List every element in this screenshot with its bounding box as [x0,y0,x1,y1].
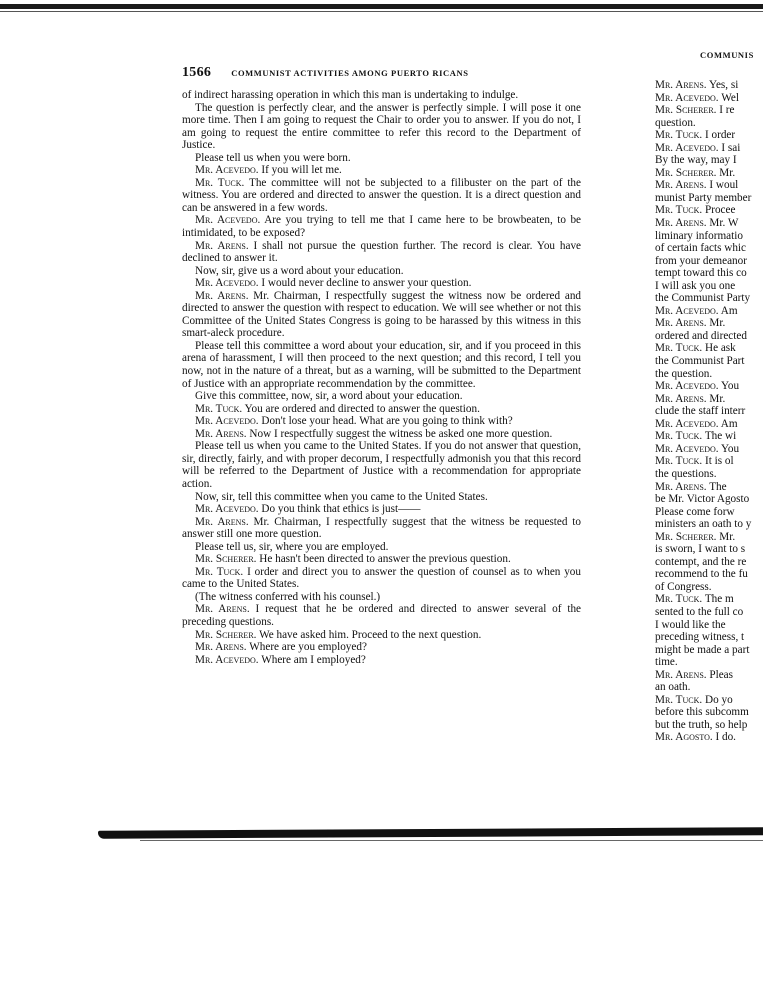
paragraph-text: Please tell us when you were born. [195,151,351,164]
paragraph [655,117,763,130]
paragraph [655,694,763,707]
speaker-name: Mr. Tuck. [655,593,703,606]
paragraph [655,493,763,506]
top-scan-edge-thin [0,11,763,12]
paragraph-text: ordered and directed [655,329,747,342]
paragraph-text: be Mr. Victor Agosto [655,493,750,506]
paragraph [655,292,763,305]
speaker-name: Mr. Acevedo. [195,503,259,516]
paragraph [655,317,763,330]
paragraph [655,669,763,682]
speaker-name: Mr. Arens. [655,79,707,91]
paragraph-text: The question is perfectly clear, and the answer is perfectly simple. I will pose it one more time. Then I am going to request the Chair to order you to answer. If you do not, I am going to request the entire committee to refer this record to the Department of Justice. [182,101,581,152]
speaker-name: Mr. Agosto. [655,731,713,744]
paragraph [182,491,581,504]
paragraph [655,619,763,632]
paragraph [655,719,763,732]
paragraph [182,503,581,516]
paragraph-text: Mr. [719,530,736,543]
running-head: COMMUNIST ACTIVITIES AMONG PUERTO RICANS [231,68,469,78]
paragraph-text: Please tell this committee a word about your education, sir, and if you proceed in this arena of harassment, I will then proceed to the next question; and this record, I tell you now, not in the nature of a threat, but as a warning, will be submitted to the Department of Justice with an appropriate recommendation by the committee. [182,339,581,390]
paragraph [655,443,763,456]
paragraph-text: time. [655,656,678,669]
paragraph-text: I would never decline to answer your question. [261,277,472,290]
paragraph-text: We have asked him. Proceed to the next question. [259,628,482,641]
paragraph [182,440,581,490]
speaker-name: Mr. Arens. [655,317,707,330]
paragraph-text: By the way, may I [655,154,737,167]
paragraph-text: Are you trying to tell me that I came here to be browbeaten, to be intimidated, to be exposed? [182,214,582,240]
paragraph [655,142,763,155]
paragraph-text: I re [719,104,735,117]
paragraph [182,214,581,239]
speaker-name: Mr. Arens. [195,239,249,252]
paragraph [182,240,581,265]
paragraph [655,568,763,581]
speaker-name: Mr. Arens. [655,392,707,405]
paragraph [655,631,763,644]
speaker-name: Mr. Tuck. [655,430,703,443]
paragraph-text: before this subcomm [655,706,749,719]
paragraph [655,92,763,105]
paragraph-text: I will ask you one [655,279,736,292]
right-page-running-head: COMMUNIS [700,50,754,60]
bottom-scan-edge [98,827,763,838]
speaker-name: Mr. Arens. [655,668,707,681]
paragraph-text: Mr. [709,392,726,405]
paragraph [182,152,581,165]
paragraph [182,403,581,416]
paragraph-text: The [709,480,727,493]
paragraph [655,179,763,192]
paragraph [655,506,763,519]
top-scan-edge [0,4,763,9]
speaker-name: Mr. Tuck. [195,565,244,578]
paragraph [182,265,581,278]
paragraph [655,217,763,230]
paragraph-text: Please tell us, sir, where you are employed. [195,540,389,553]
paragraph-text: Now, sir, give us a word about your education. [195,264,404,277]
paragraph-text: I do. [715,731,736,744]
paragraph-text: You [720,442,740,455]
paragraph-text: He ask [705,342,736,355]
paragraph [655,393,763,406]
paragraph-text: Wel [721,91,739,104]
paragraph-text: the Communist Part [655,355,745,368]
speaker-name: Mr. Scherer. [655,104,717,117]
paragraph [655,606,763,619]
paragraph-text: question. [655,116,696,129]
speaker-name: Mr. Acevedo. [655,304,719,317]
paragraph [655,255,763,268]
paragraph-text: of Congress. [655,580,712,593]
paragraph-text: might be made a part [655,643,750,656]
paragraph [655,644,763,657]
paragraph-text: munist Party member [655,191,752,204]
paragraph-text: but the truth, so help [655,718,748,731]
page-header [182,63,602,79]
paragraph [655,518,763,531]
speaker-name: Mr. Scherer. [655,530,717,543]
speaker-name: Mr. Tuck. [655,455,703,468]
paragraph [655,330,763,343]
paragraph [655,380,763,393]
speaker-name: Mr. Acevedo. [195,277,259,290]
paragraph [655,267,763,280]
speaker-name: Mr. Arens. [195,641,247,654]
speaker-name: Mr. Acevedo. [195,214,261,227]
paragraph [655,204,763,217]
paragraph [182,415,581,428]
paragraph-text: Please tell us when you came to the United States. If you do not answer that question, sir, directly, fairly, and with proper decorum, I respectfully admonish you that this record will be referred to the Department of Justice with a recommendation for appropriate action. [182,440,581,490]
paragraph-text: Now I respectfully suggest the witness be asked one more question. [249,427,553,440]
paragraph-text: preceding witness, t [655,631,745,644]
paragraph [182,516,581,541]
paragraph-text: liminary informatio [655,229,743,242]
paragraph [182,164,581,177]
speaker-name: Mr. Acevedo. [195,415,259,428]
paragraph-text: Mr. [719,166,736,179]
speaker-name: Mr. Arens. [195,515,249,528]
paragraph-text: If you will let me. [261,164,342,177]
paragraph [655,430,763,443]
paragraph-text: Mr. [709,317,726,330]
paragraph-text: recommend to the fu [655,568,748,581]
paragraph-text: from your demeanor [655,254,747,267]
speaker-name: Mr. Arens. [655,480,707,493]
paragraph [182,541,581,554]
paragraph [655,242,763,255]
paragraph [182,340,581,390]
paragraph [655,531,763,544]
paragraph-text: Give this committee, now, sir, a word about your education. [195,390,463,403]
paragraph-text: Please come forw [655,505,735,518]
paragraph [655,468,763,481]
paragraph [182,290,581,340]
paragraph-text: Where are you employed? [249,641,367,654]
paragraph [655,481,763,494]
paragraph [655,543,763,556]
paragraph-text: sented to the full co [655,605,744,618]
paragraph [655,405,763,418]
paragraph-text: tempt toward this co [655,267,747,280]
speaker-name: Mr. Tuck. [655,204,703,217]
paragraph-text: Mr. Chairman, I respectfully suggest the witness now be ordered and directed to answer the question with respect to education. We will see whether or not this Committee of the United States Congress is going to be harassed by this witness in this smart-aleck procedure. [182,289,582,340]
left-text-column [182,89,581,666]
speaker-name: Mr. Scherer. [195,553,257,566]
paragraph-text: It is ol [705,455,734,468]
paragraph [655,154,763,167]
paragraph-text: The committee will not be subjected to a filibuster on the part of the witness. You are ordered and directed to answer the question. It is a direct question and can be answered in a few words. [182,176,581,214]
paragraph [182,591,581,604]
paragraph-text: I woul [709,179,739,192]
paragraph [655,167,763,180]
paragraph-text: Now, sir, tell this committee when you came to the United States. [195,490,488,503]
paragraph [655,342,763,355]
paragraph-text: Mr. W [709,217,739,230]
speaker-name: Mr. Acevedo. [655,417,719,430]
paragraph [655,305,763,318]
paragraph-text: Do yo [705,693,733,706]
paragraph-text: The m [704,593,734,606]
paragraph-text: Yes, si [708,79,739,91]
paragraph [655,418,763,431]
paragraph [655,556,763,569]
paragraph-text: I shall not pursue the question further. The record is clear. You have declined to answer it. [182,239,582,265]
paragraph [655,280,763,293]
speaker-name: Mr. Arens. [195,289,249,302]
paragraph-text: is sworn, I want to s [655,543,746,556]
paragraph-text: I order [705,129,736,142]
paragraph-text: Pleas [709,668,734,681]
page-number: 1566 [182,65,212,80]
paragraph-text: I request that he be ordered and directed to answer several of the preceding questions. [182,603,581,628]
speaker-name: Mr. Tuck. [655,693,703,706]
paragraph [655,731,763,744]
paragraph [182,566,581,591]
paragraph [182,277,581,290]
paragraph [655,129,763,142]
speaker-name: Mr. Tuck. [195,402,243,415]
speaker-name: Mr. Arens. [655,217,707,230]
speaker-name: Mr. Acevedo. [655,91,719,104]
paragraph-text: of certain facts whic [655,242,747,255]
speaker-name: Mr. Acevedo. [195,164,259,177]
paragraph [655,656,763,669]
speaker-name: Mr. Scherer. [195,628,257,641]
paragraph [655,706,763,719]
paragraph [655,104,763,117]
paragraph [655,681,763,694]
paragraph [182,603,581,628]
paragraph-text: clude the staff interr [655,405,746,418]
paragraph-text: Mr. Chairman, I respectfully suggest that the witness be requested to answer still one more question. [182,515,581,541]
speaker-name: Mr. Arens. [195,427,247,440]
paragraph-text: He hasn't been directed to answer the previous question. [259,553,511,566]
paragraph [655,192,763,205]
paragraph-text: ministers an oath to y [655,518,752,531]
paragraph [182,102,581,152]
paragraph-text: (The witness conferred with his counsel.) [195,590,381,603]
paragraph [655,593,763,606]
speaker-name: Mr. Arens. [655,179,707,192]
paragraph [182,629,581,642]
paragraph-text: of indirect harassing operation in which this man is undertaking to indulge. [182,89,519,101]
speaker-name: Mr. Tuck. [655,129,703,142]
right-text-column [655,79,763,744]
paragraph-text: You are ordered and directed to answer the question. [244,402,480,415]
paragraph-text: an oath. [655,681,691,694]
paragraph [182,390,581,403]
paragraph [655,355,763,368]
paragraph [655,79,763,92]
paragraph [655,581,763,594]
paragraph-text: Do you think that ethics is just—— [261,503,421,516]
paragraph [182,428,581,441]
paragraph [655,368,763,381]
speaker-name: Mr. Acevedo. [655,442,719,455]
paragraph-text: Don't lose your head. What are you going to think with? [261,415,513,428]
paragraph [655,455,763,468]
paragraph-text: Am [720,304,738,317]
speaker-name: Mr. Tuck. [655,342,703,355]
paragraph [182,654,581,667]
speaker-name: Mr. Tuck. [195,176,245,189]
paragraph-text: Procee [705,204,736,217]
speaker-name: Mr. Acevedo. [195,653,259,666]
paragraph [182,89,581,102]
paragraph-text: I order and direct you to answer the question of counsel as to when you came to the United States. [182,565,581,591]
paragraph [182,177,581,215]
paragraph-text: Where am I employed? [261,653,366,666]
bottom-scan-edge-thin [140,840,763,841]
paragraph-text: I would like the [655,618,726,631]
paragraph-text: the question. [655,367,713,380]
paragraph-text: the Communist Party [655,292,751,305]
speaker-name: Mr. Acevedo. [655,380,719,393]
speaker-name: Mr. Arens. [195,603,250,616]
speaker-name: Mr. Acevedo. [655,141,719,154]
paragraph [655,230,763,243]
paragraph-text: the questions. [655,467,717,480]
paragraph-text: You [720,380,740,393]
speaker-name: Mr. Scherer. [655,166,717,179]
paragraph-text: I sai [721,141,741,154]
paragraph-text: The wi [704,430,737,443]
paragraph [182,553,581,566]
paragraph-text: Am [720,417,738,430]
paragraph [182,641,581,654]
paragraph-text: contempt, and the re [655,555,747,568]
